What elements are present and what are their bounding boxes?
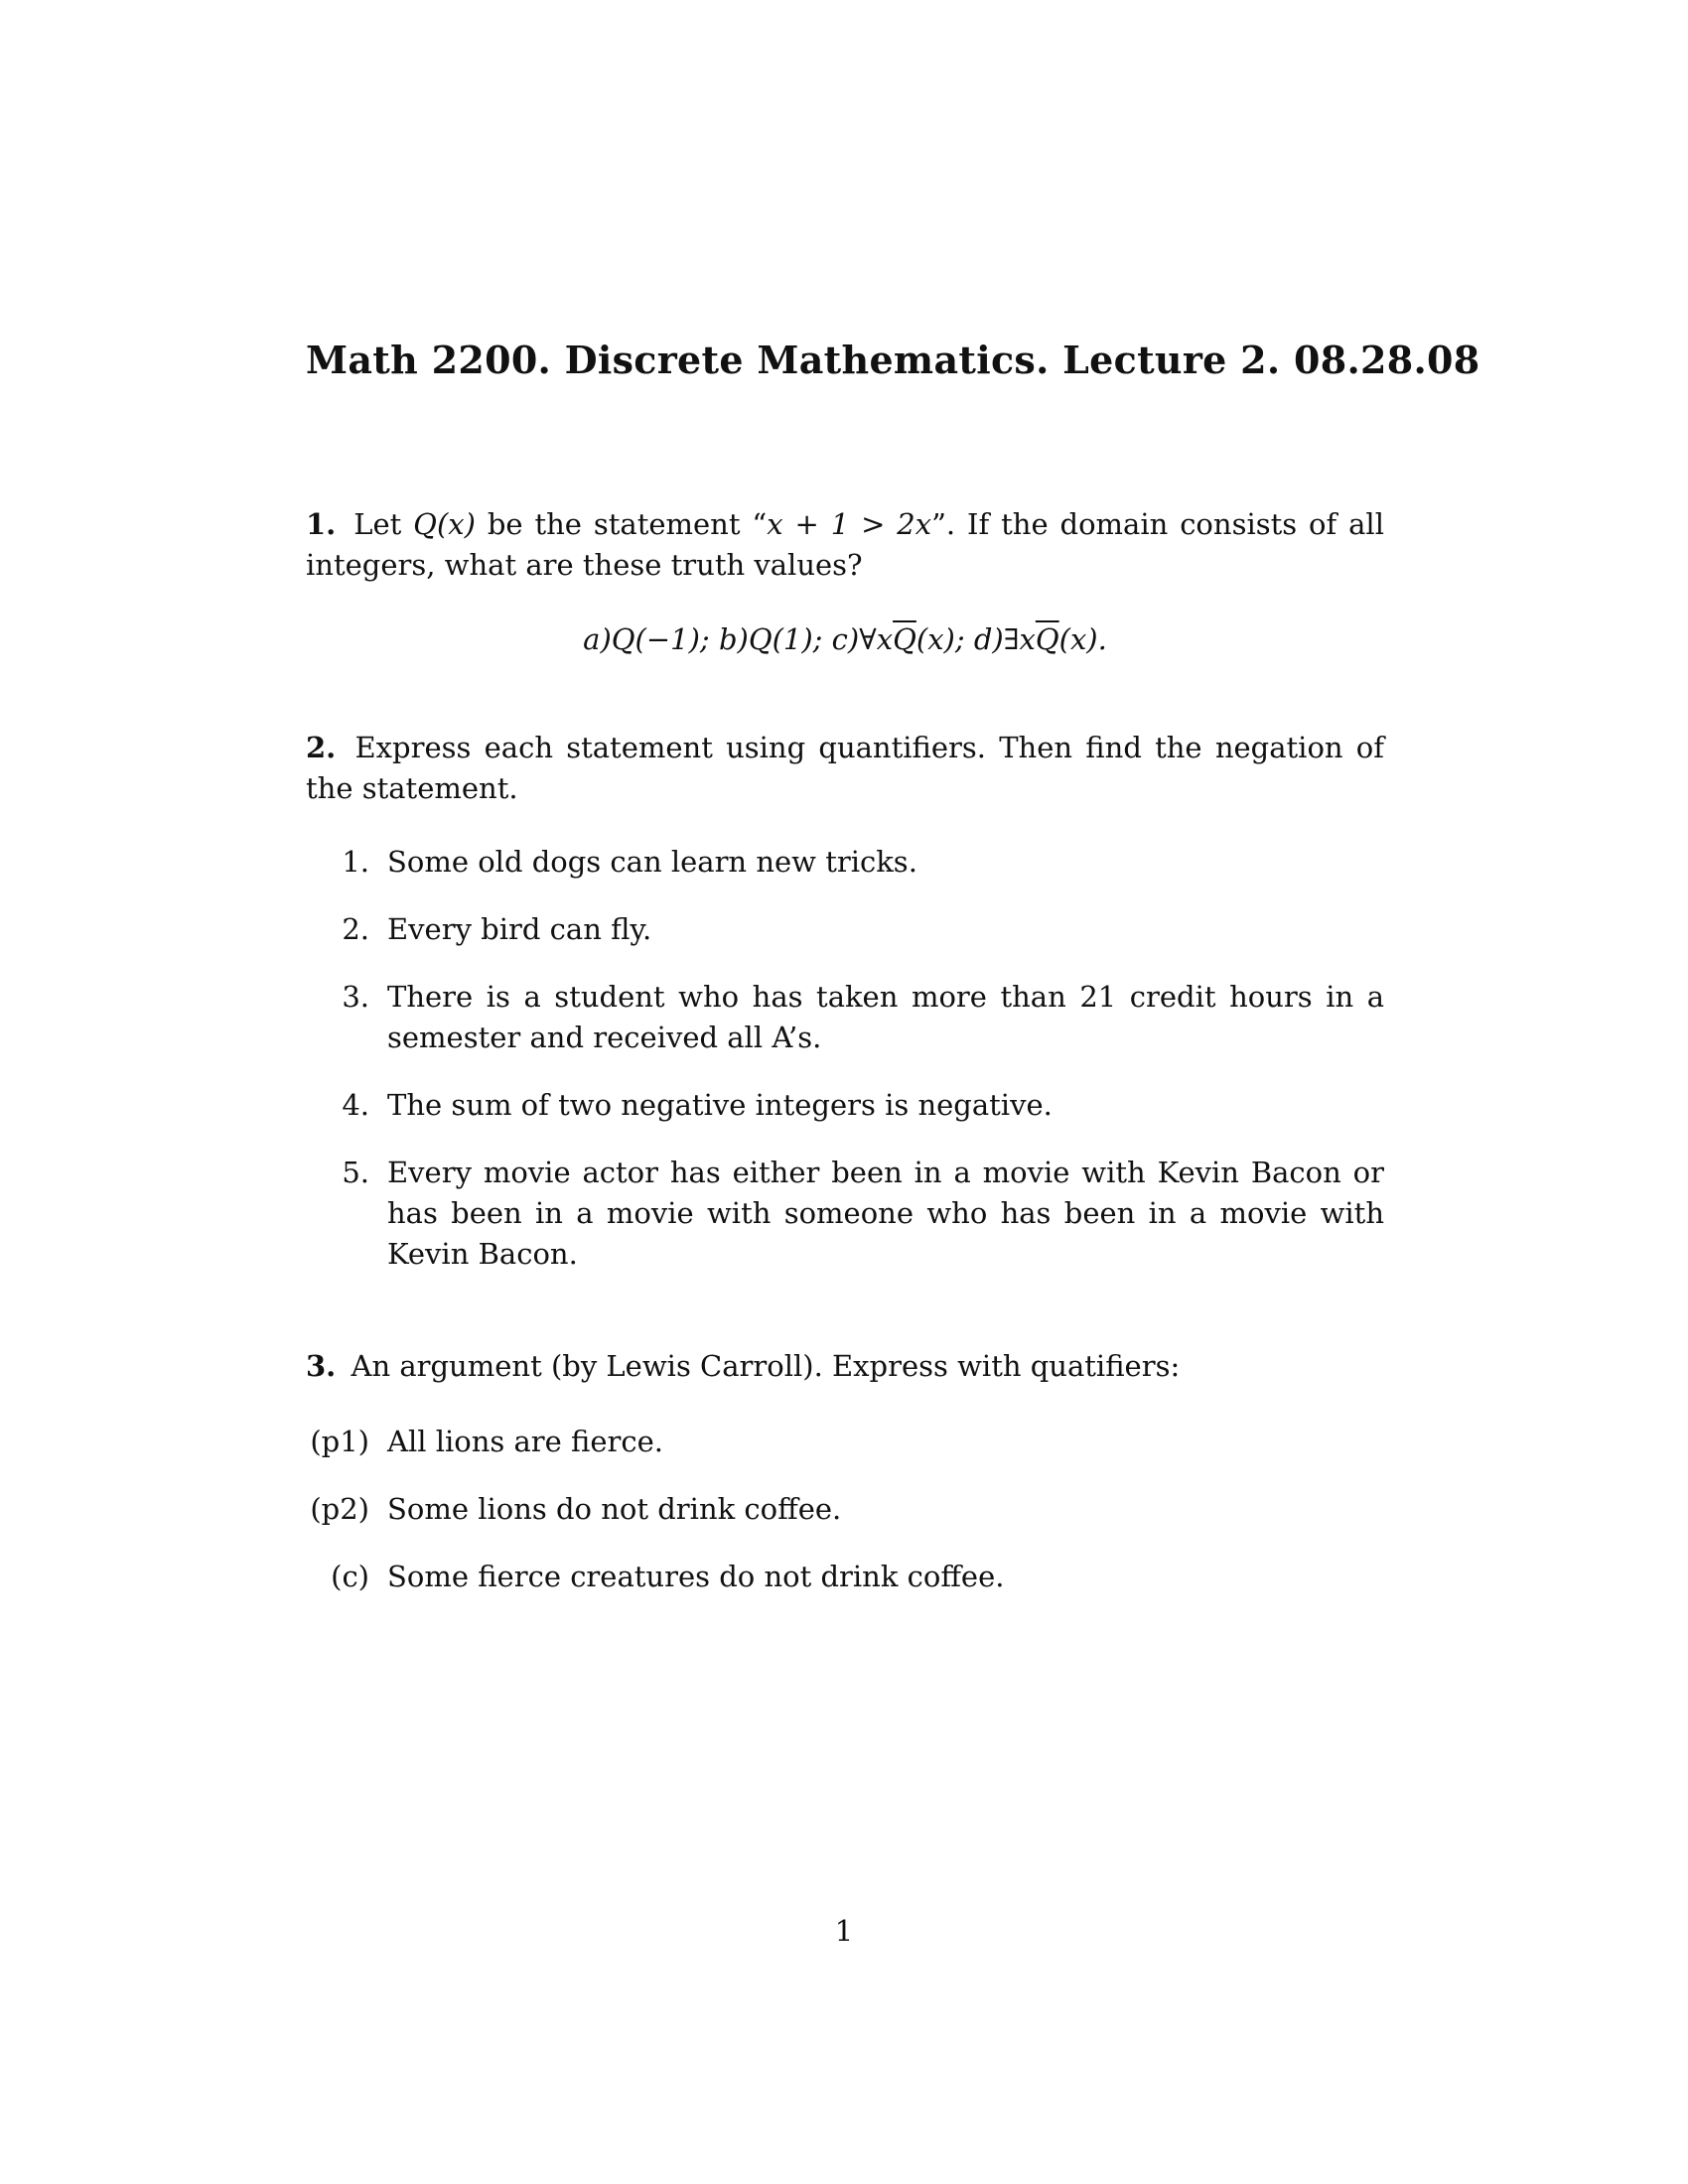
problem-number: 3. xyxy=(306,1349,337,1383)
list-item-text: Some old dogs can learn new tricks. xyxy=(387,845,917,879)
problem-number: 2. xyxy=(306,731,337,764)
premise-label: (p2) xyxy=(310,1492,369,1526)
page-title: Math 2200. Discrete Mathematics. Lecture 2. 08.28.08 xyxy=(306,338,1480,382)
math-expression: (x). xyxy=(1058,622,1107,656)
list-item-label: 1. xyxy=(342,845,369,879)
list-item-text: Every bird can fly. xyxy=(387,912,652,946)
conclusion-text: Some fierce creatures do not drink coffee. xyxy=(387,1560,1005,1593)
negated-q: $\overline{Q}$ xyxy=(893,622,916,656)
list-item-label: 2. xyxy=(342,912,369,946)
problem-number: 1. xyxy=(306,507,337,541)
negated-q: $\overline{Q}$ xyxy=(1035,622,1059,656)
truth-value-list xyxy=(306,619,1384,660)
problem-text: An argument (by Lewis Carroll). Express with quatifiers: xyxy=(351,1349,1181,1383)
part-label: a) xyxy=(583,622,612,656)
page-number: 1 xyxy=(834,1914,854,1948)
part-label: d) xyxy=(973,622,1004,656)
list-item-text: The sum of two negative integers is negative. xyxy=(387,1088,1053,1122)
problem-text: Let xyxy=(353,507,414,541)
list-item-label: 3. xyxy=(342,980,369,1014)
premise-text: Some lions do not drink coffee. xyxy=(387,1492,842,1526)
math-expression: Q(1); xyxy=(748,622,832,656)
part-label: b) xyxy=(718,622,749,656)
math-expression: ∀x xyxy=(859,622,894,656)
premise-label: (p1) xyxy=(310,1425,369,1458)
problem-3 xyxy=(306,1346,1384,1387)
list-item-text: Every movie actor has either been in a movie with Kevin Bacon or has been in a movie with someone who has been in a movie with Kevin Bacon. xyxy=(387,1156,1384,1271)
problem-1 xyxy=(306,504,1384,586)
math-expression: Q(x) xyxy=(413,507,476,541)
math-expression: (x); xyxy=(915,622,974,656)
problem-text: ”. If the domain consists of all integers, what are these truth values? xyxy=(306,507,1384,582)
math-expression: Q(−1); xyxy=(611,622,719,656)
problem-text: Express each statement using quantifiers. Then find the negation of the statement. xyxy=(306,731,1385,805)
list-item-label: 4. xyxy=(342,1088,369,1122)
premise-text: All lions are fierce. xyxy=(387,1425,664,1458)
list-item-text: There is a student who has taken more than 21 credit hours in a semester and received all A’s. xyxy=(387,980,1384,1054)
conclusion-label: (c) xyxy=(331,1560,369,1593)
problem-text: be the statement “ xyxy=(475,507,768,541)
math-expression: x + 1 > 2x xyxy=(767,507,932,541)
math-expression: ∃x xyxy=(1003,622,1036,656)
part-label: c) xyxy=(831,622,860,656)
list-item-label: 5. xyxy=(342,1156,369,1189)
problem-2 xyxy=(306,728,1384,809)
